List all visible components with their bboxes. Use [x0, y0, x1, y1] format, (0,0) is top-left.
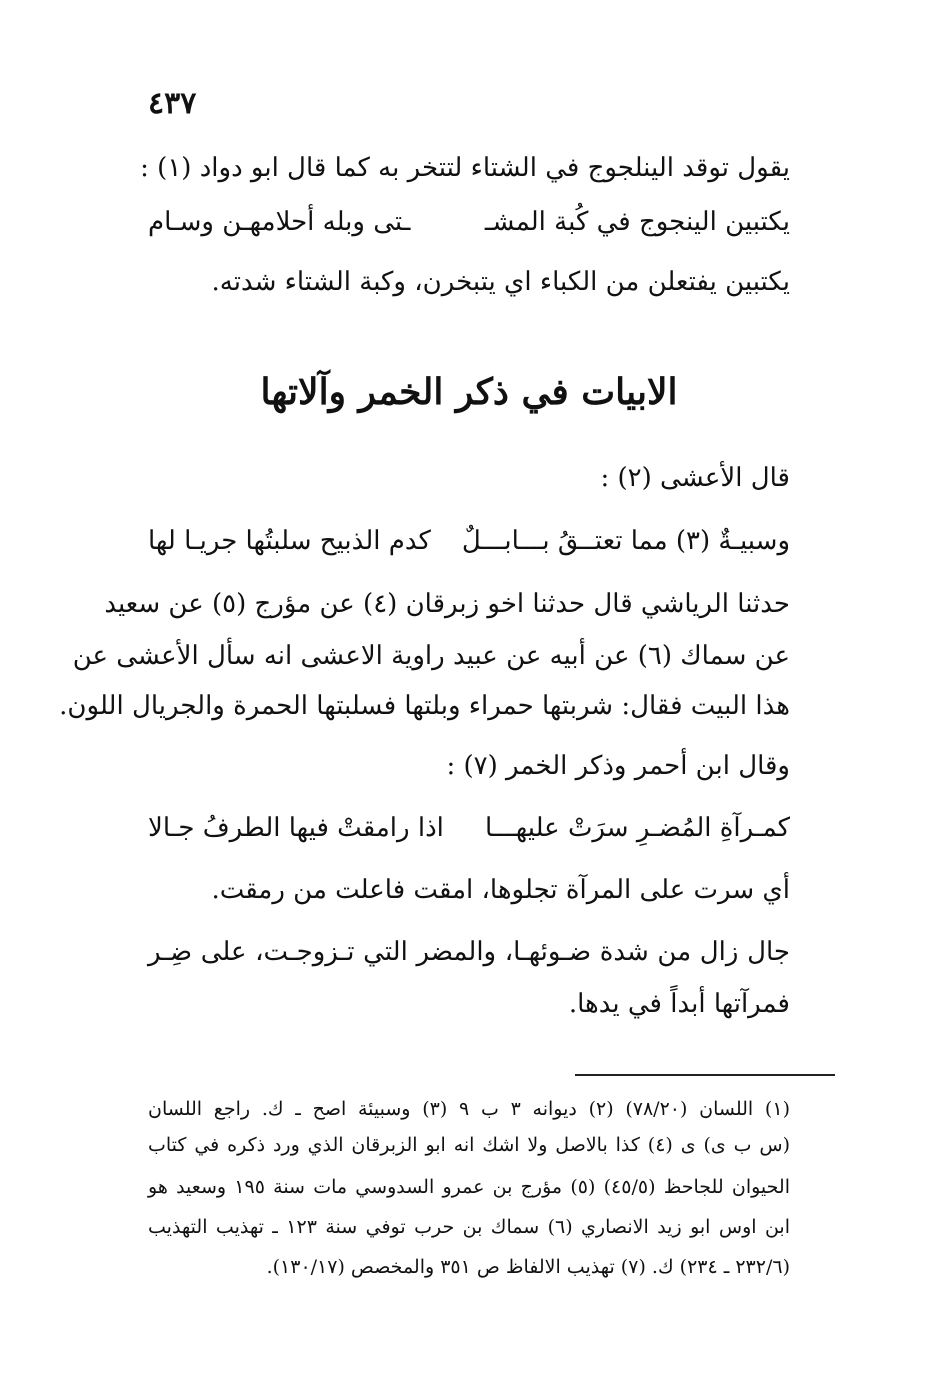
attribution-line: قال الأعشى (٢) :: [600, 463, 790, 493]
footnote-line: (٢٣٢/٦ ـ ٢٣٤) ك. (٧) تهذيب الالفاظ ص ٣٥١ والمخصص (١٣٠/١٧).: [266, 1256, 790, 1278]
attribution-line: وقال ابن أحمر وذكر الخمر (٧) :: [446, 751, 790, 781]
footnote-separator: [575, 1074, 835, 1076]
paragraph-line: حدثنا الرياشي قال حدثنا اخو زبرقان (٤) عن مؤرج (٥) عن سعيد: [104, 589, 790, 619]
verse-second-hemistich: اذا رامقتْ فيها الطرفُ جـالا: [148, 813, 444, 843]
verse-second-hemistich: كدم الذبيح سلبتُها جريـا لها: [148, 526, 431, 556]
footnote-line: (س ب ى) ى (٤) كذا بالاصل ولا اشك انه ابو الزبرقان الذي ورد ذكره في كتاب: [148, 1134, 790, 1156]
verse-first-hemistich: وسبيـةٌ (٣) مما تعتــقُ بـــابـــلٌ: [461, 526, 790, 556]
footnote-line: (١) اللسان (٧٨/٢٠) (٢) ديوانه ٣ ب ٩ (٣) وسبيئة اصح ـ ك. راجع اللسان: [148, 1098, 790, 1120]
paragraph-line: عن سماك (٦) عن أبيه عن عبيد راوية الاعشى انه سأل الأعشى عن: [72, 641, 790, 671]
gloss-line: أي سرت على المرآة تجلوها، امقت فاعلت من رمقت.: [211, 875, 790, 905]
page-number: ٤٣٧: [148, 86, 197, 121]
intro-explanation: يكتبين يفتعلن من الكباء اي يتبخرن، وكبة الشتاء شدته.: [211, 267, 790, 297]
footnote-line: الحيوان للجاحظ (٤٥/٥) (٥) مؤرج بن عمرو السدوسي مات سنة ١٩٥ وسعيد هو: [148, 1176, 790, 1198]
intro-verse: [148, 202, 790, 242]
verse-b: [148, 808, 790, 848]
section-heading: الابيات في ذكر الخمر وآلاتها: [260, 371, 678, 413]
paragraph-line: هذا البيت فقال: شربتها حمراء وبلتها فسلبتها الحمرة والجريال اللون.: [59, 691, 790, 721]
intro-line: يقول توقد الينلجوج في الشتاء لتتخر به كما قال ابو دواد (١) :: [140, 153, 790, 183]
verse-first-hemistich: كمـرآةِ المُضـرِ سرَتْ عليهـــا: [484, 813, 790, 843]
footnote-line: ابن اوس ابو زيد الانصاري (٦) سماك بن حرب توفي سنة ١٢٣ ـ تهذيب التهذيب: [148, 1216, 790, 1238]
paragraph-line: جال زال من شدة ضـوئهـا، والمضر التي تـزوجـت، على ضِـر: [148, 937, 790, 967]
verse-second-hemistich: ـتى وبله أحلامهـن وسـام: [148, 207, 411, 237]
verse-a: [148, 521, 790, 561]
paragraph-line: فمرآتها أبداً في يدها.: [568, 989, 790, 1019]
verse-first-hemistich: يكتبين الينجوج في كُبة المشـ: [484, 207, 790, 237]
